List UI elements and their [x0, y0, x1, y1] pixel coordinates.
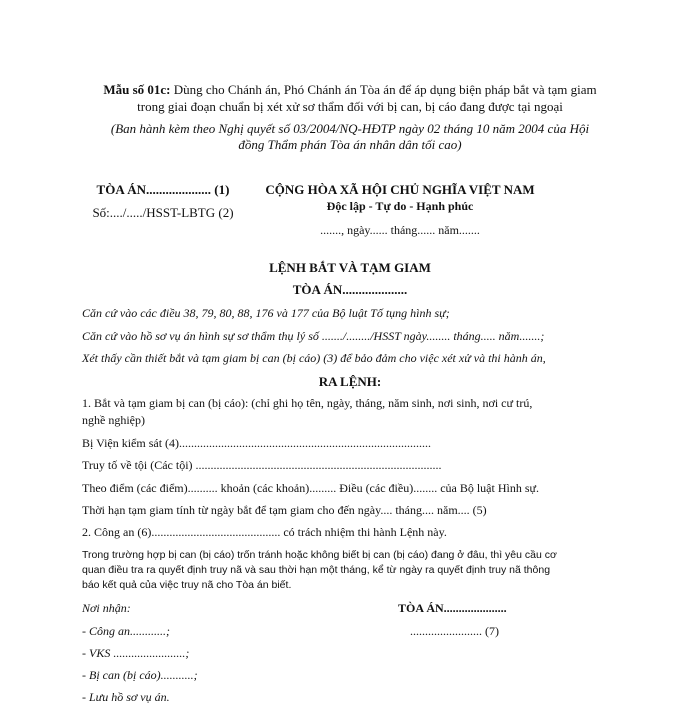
form-header-line2: trong giai đoạn chuẩn bị xét xử sơ thẩm đối với bị can, bị cáo đang được tại ngoại: [137, 99, 563, 114]
recipient-procuracy: - VKS ........................;: [82, 646, 190, 660]
form-issuance-note-1: (Ban hành kèm theo Nghị quyết số 03/2004/NQ-HĐTP ngày 02 tháng 10 năm 2004 của Hội: [110, 121, 590, 136]
fugitive-clause-3: báo kết quả của việc truy nã cho Tòa án biết.: [82, 579, 292, 591]
order-title: LỆNH BẮT VÀ TẠM GIAM: [269, 260, 431, 275]
recipients-label: Nơi nhận:: [82, 601, 131, 615]
legal-basis-1: Căn cứ vào các điều 38, 79, 80, 88, 176 và 177 của Bộ luật Tố tụng hình sự;: [82, 306, 450, 320]
item2-line: 2. Công an (6)........................................... có trách nhiệm thi hành Lệnh này.: [82, 525, 447, 539]
detention-term-line: Thời hạn tạm giam tính từ ngày bắt để tạm giam cho đến ngày.... tháng.... năm.... (5): [82, 503, 487, 517]
form-number: Mẫu số 01c:: [103, 82, 171, 97]
signature-court: TÒA ÁN.....................: [398, 601, 507, 615]
republic-heading: CỘNG HÒA XÃ HỘI CHỦ NGHĨA VIỆT NAM: [265, 182, 535, 197]
order-court: TÒA ÁN....................: [292, 282, 408, 297]
court-name-field: TÒA ÁN.................... (1): [96, 182, 230, 197]
charge-line: Truy tố về tội (Các tội) ..................................................................................: [82, 458, 442, 472]
recipient-police: - Công an............;: [82, 624, 170, 638]
recipient-defendant: - Bị can (bị cáo)...........;: [82, 668, 198, 682]
legal-basis-3: Xét thấy cần thiết bắt và tạm giam bị can (bị cáo) (3) để bảo đảm cho việc xét xử và thi hành án,: [82, 351, 546, 365]
form-issuance-note-2: đồng Thẩm phán Tòa án nhân dân tối cao): [238, 137, 462, 152]
national-motto: Độc lập - Tự do - Hạnh phúc: [326, 199, 474, 213]
signature-signer: ........................ (7): [410, 624, 499, 638]
procuracy-line: Bị Viện kiểm sát (4)....................................................................................: [82, 436, 432, 450]
date-line: ......., ngày...... tháng...... năm.......: [320, 223, 480, 237]
order-number-field: Số:..../...../HSST-LBTG (2): [92, 205, 234, 220]
form-header-line1: [0, 82, 700, 98]
legal-basis-2: Căn cứ vào hồ sơ vụ án hình sự sơ thẩm thụ lý số ......./......../HSST ngày........ tháng..... năm.......;: [82, 329, 545, 343]
article-line: Theo điểm (các điểm).......... khoản (các khoản)......... Điều (các điều)........ của Bộ luật Hình sự.: [82, 481, 540, 495]
order-heading: RA LỆNH:: [318, 374, 382, 389]
item1-line1: 1. Bắt và tạm giam bị can (bị cáo): (chỉ ghi họ tên, ngày, tháng, năm sinh, nơi sinh, nơi cư trú,: [82, 396, 533, 410]
fugitive-clause-2: quan điều tra ra quyết định truy nã và sau thời hạn một tháng, kể từ ngày ra quyết định truy nã thông: [82, 564, 551, 576]
item1-line2: nghề nghiệp): [82, 413, 145, 427]
recipient-archive: - Lưu hồ sơ vụ án.: [82, 690, 170, 704]
form-purpose: Dùng cho Chánh án, Phó Chánh án Tòa án để áp dụng biện pháp bắt và tạm giam: [170, 82, 597, 97]
fugitive-clause-1: Trong trường hợp bị can (bị cáo) trốn tránh hoặc không biết bị can (bị cáo) đang ở đâu, thì yêu cầu cơ: [82, 549, 557, 561]
